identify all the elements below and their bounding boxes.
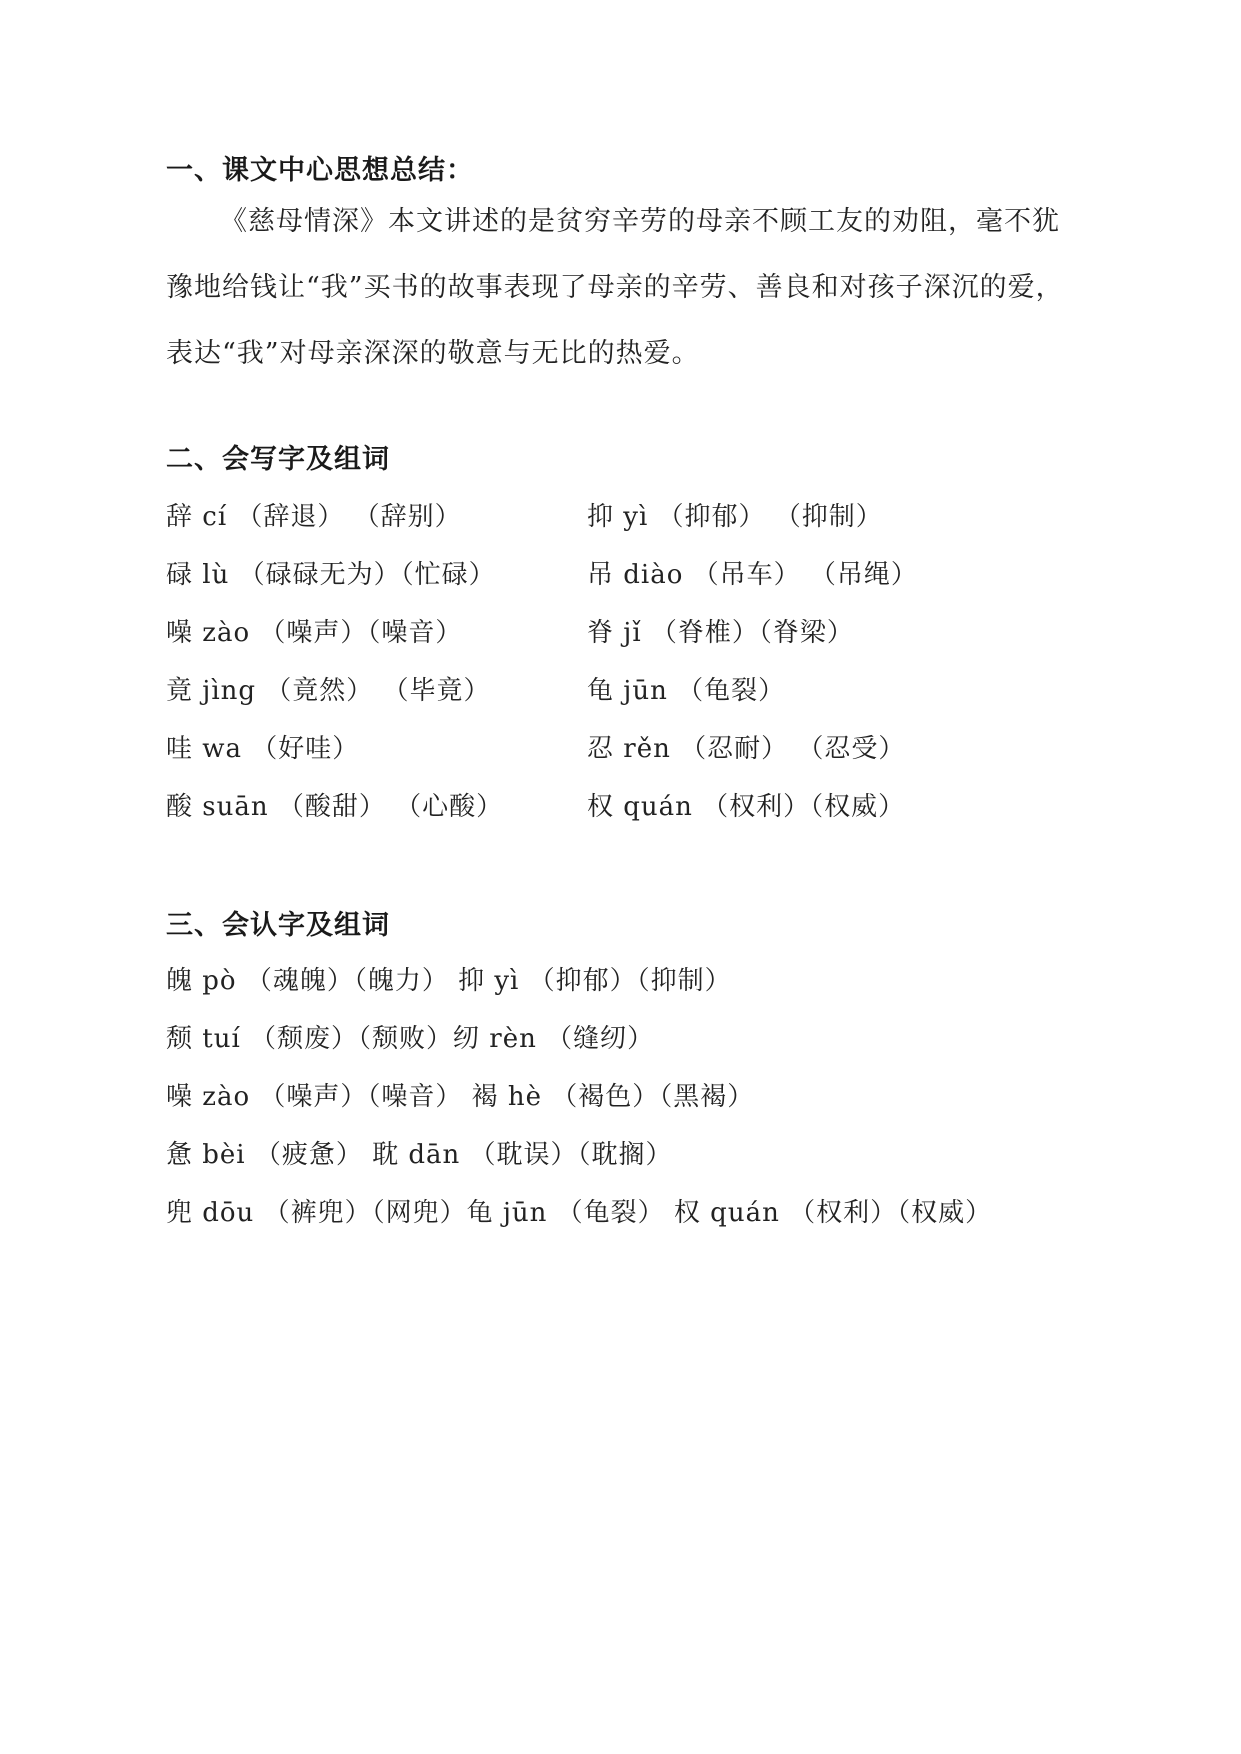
section2-left-row: 碌 lù （碌碌无为）（忙碌）	[166, 560, 496, 590]
section2-left-row: 哇 wa （好哇）	[166, 734, 360, 764]
section3-row: 颓 tuí （颓废）（颓败）纫 rèn （缝纫）	[166, 1024, 655, 1054]
section2-right-row: 脊 jǐ （脊椎）（脊梁）	[587, 618, 854, 648]
section2-right-row: 权 quán （权利）（权威）	[587, 792, 906, 822]
section3-row: 兜 dōu （裤兜）（网兜）龟 jūn （龟裂） 权 quán （权利）（权威）	[166, 1198, 993, 1228]
section2-right-row: 龟 jūn （龟裂）	[587, 676, 786, 706]
section2-left-row: 噪 zào （噪声）（噪音）	[166, 618, 463, 648]
section2-left-row: 竟 jìng （竟然） （毕竟）	[166, 676, 491, 706]
section2-right-row: 吊 diào （吊车） （吊绳）	[587, 560, 918, 590]
section3-row: 魄 pò （魂魄）（魄力） 抑 yì （抑郁）（抑制）	[166, 966, 732, 996]
section3-heading: 三、会认字及组词	[166, 910, 390, 941]
section1-paragraph: 《慈母情深》本文讲述的是贫穷辛劳的母亲不顾工友的劝阻，毫不犹豫地给钱让“我”买书的故事表现了母亲的辛劳、善良和对孩子深沉的爱，表达“我”对母亲深深的敬意与无比的热爱。	[166, 206, 1064, 369]
section1-heading: 一、课文中心思想总结：	[166, 155, 474, 186]
section3-row: 噪 zào （噪声）（噪音） 褐 hè （褐色）（黑褐）	[166, 1082, 755, 1112]
section2-right-row: 抑 yì （抑郁） （抑制）	[587, 502, 883, 532]
section2-left-row: 酸 suān （酸甜） （心酸）	[166, 792, 504, 822]
section2-left-row: 辞 cí （辞退） （辞别）	[166, 502, 462, 532]
section2-right-row: 忍 rěn （忍耐） （忍受）	[587, 734, 906, 764]
section3-row: 惫 bèi （疲惫） 耽 dān （耽误）（耽搁）	[166, 1140, 673, 1170]
section2-heading: 二、会写字及组词	[166, 444, 390, 475]
